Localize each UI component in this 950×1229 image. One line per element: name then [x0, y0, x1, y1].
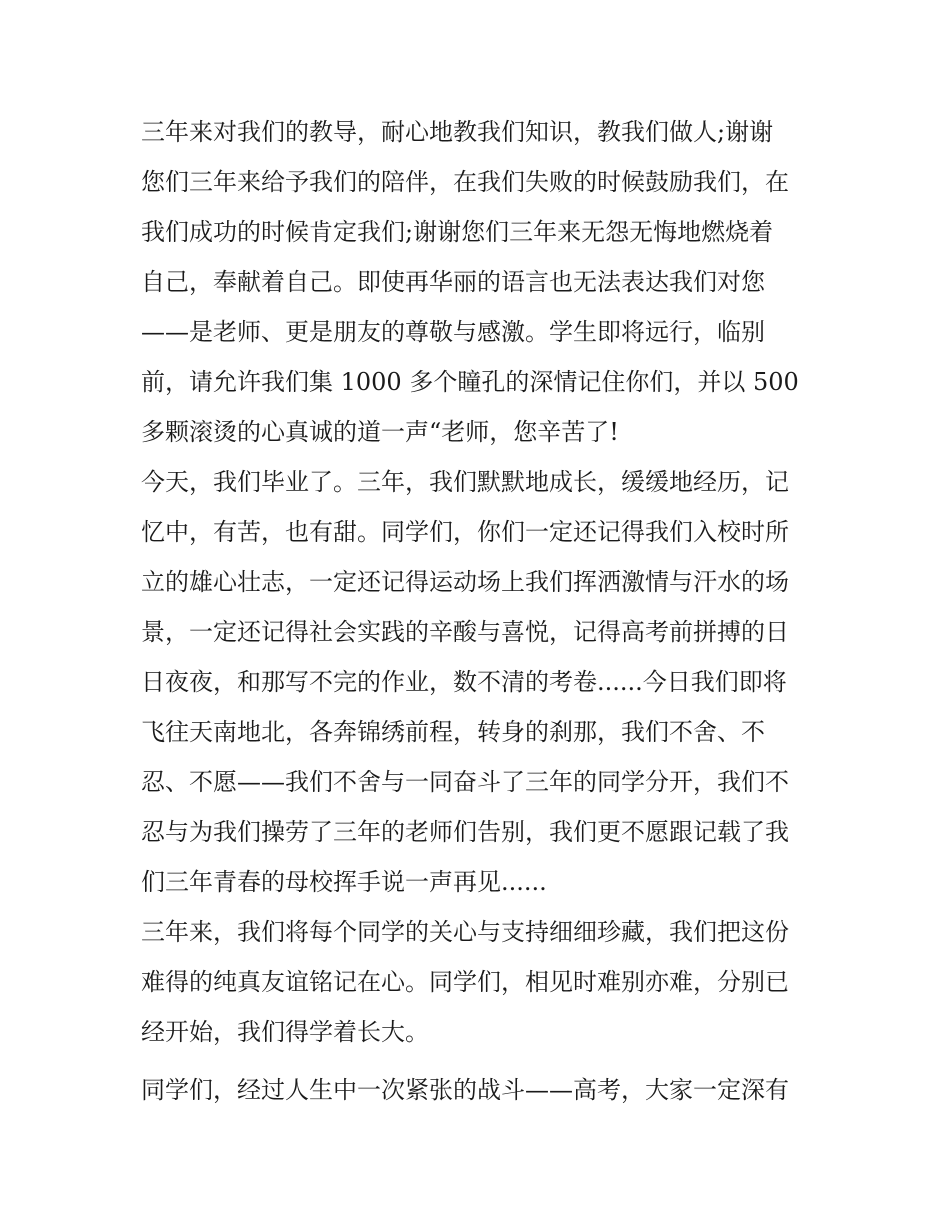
- text-line: 们三年青春的母校挥手说一声再见......: [141, 868, 547, 896]
- paragraph-spacer: [141, 1057, 821, 1065]
- text-line: 前，请允许我们集 1000 多个瞳孔的深情记住你们，并以 500: [141, 368, 799, 396]
- text-line: 我们成功的时候肯定我们;谢谢您们三年来无怨无悔地燃烧着: [141, 218, 774, 246]
- text-line: 三年来，我们将每个同学的关心与支持细细珍藏，我们把这份: [141, 918, 789, 946]
- text-line: 多颗滚烫的心真诚的道一声“老师，您辛苦了!: [141, 418, 619, 446]
- paragraph-gaokao: [141, 1065, 821, 1115]
- paragraph-graduation: [141, 457, 821, 907]
- text-line: 经开始，我们得学着长大。: [141, 1018, 429, 1046]
- text-line: 同学们，经过人生中一次紧张的战斗——高考，大家一定深有: [141, 1076, 789, 1104]
- text-line: 您们三年来给予我们的陪伴，在我们失败的时候鼓励我们，在: [141, 168, 789, 196]
- text-line: 今天，我们毕业了。三年，我们默默地成长，缓缓地经历，记: [141, 468, 789, 496]
- text-line: 日夜夜，和那写不完的作业，数不清的考卷......今日我们即将: [141, 668, 787, 696]
- paragraph-friendship: [141, 907, 821, 1057]
- text-line: 三年来对我们的教导，耐心地教我们知识，教我们做人;谢谢: [141, 118, 774, 146]
- paragraph-thanks-teachers: [141, 107, 821, 457]
- text-line: 忍与为我们操劳了三年的老师们告别，我们更不愿跟记载了我: [141, 818, 789, 846]
- text-line: 立的雄心壮志，一定还记得运动场上我们挥洒激情与汗水的场: [141, 568, 789, 596]
- text-line: 忍、不愿——我们不舍与一同奋斗了三年的同学分开，我们不: [141, 768, 789, 796]
- text-line: 自己，奉献着自己。即使再华丽的语言也无法表达我们对您: [141, 268, 765, 296]
- text-line: 忆中，有苦，也有甜。同学们，你们一定还记得我们入校时所: [141, 518, 789, 546]
- text-line: ——是老师、更是朋友的尊敬与感激。学生即将远行，临别: [141, 318, 765, 346]
- text-line: 飞往天南地北，各奔锦绣前程，转身的刹那，我们不舍、不: [141, 718, 765, 746]
- text-line: 景，一定还记得社会实践的辛酸与喜悦，记得高考前拼搏的日: [141, 618, 789, 646]
- document-body: [141, 107, 821, 1115]
- text-line: 难得的纯真友谊铭记在心。同学们，相见时难别亦难，分别已: [141, 968, 789, 996]
